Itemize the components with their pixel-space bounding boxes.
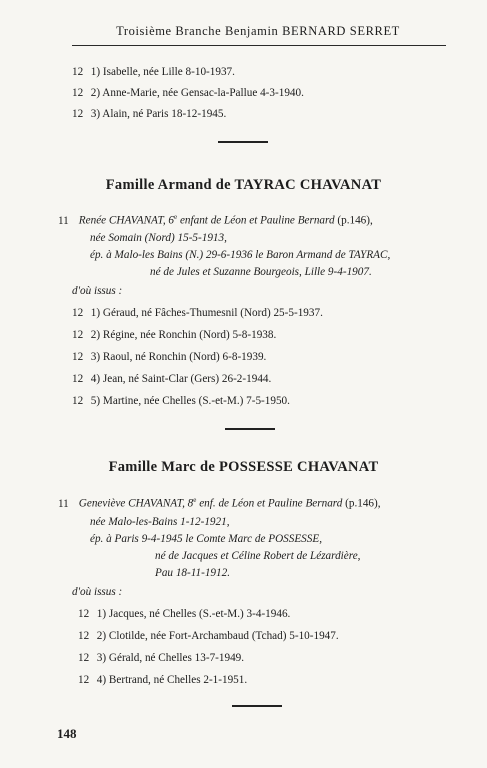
child-entry: 3) Raoul, né Ronchin (Nord) 6-8-1939. — [90, 351, 267, 363]
child-entry: 3) Gérald, né Chelles 13-7-1949. — [96, 652, 245, 664]
child-entry: 2) Régine, née Ronchin (Nord) 5-8-1938. — [90, 329, 277, 341]
list-item — [72, 108, 226, 120]
generation-number: 12 — [78, 652, 90, 664]
section-separator — [232, 705, 282, 707]
section-title: Famille Armand de TAYRAC CHAVANAT — [105, 177, 382, 193]
generation-number: 12 — [72, 307, 84, 319]
running-header: Troisième Branche Benjamin BERNARD SERRET — [116, 24, 400, 38]
list-item — [72, 66, 235, 78]
section-title: Famille Marc de POSSESSE CHAVANAT — [108, 459, 379, 475]
ordinal-suffix: e — [193, 496, 197, 504]
detail-line: né de Jules et Suzanne Bourgeois, Lille 9-4-1907. — [150, 266, 372, 278]
detail-line: Pau 18-11-1912. — [155, 567, 230, 579]
child-entry: 2) Anne-Marie, née Gensac-la-Pallue 4-3-1940. — [90, 87, 304, 99]
list-item — [78, 652, 244, 664]
generation-number: 12 — [72, 395, 84, 407]
generation-number: 12 — [72, 87, 84, 99]
section-separator — [218, 141, 268, 143]
header-rule — [72, 45, 446, 46]
parents-note: enfant de Léon et Pauline Bernard — [177, 214, 335, 227]
issue-label: d'où issus : — [72, 586, 123, 598]
page-reference: (p.146), — [334, 214, 373, 227]
list-item — [72, 351, 266, 363]
issue-label: d'où issus : — [72, 285, 123, 297]
child-entry: 4) Jean, né Saint-Clar (Gers) 26-2-1944. — [90, 373, 272, 385]
child-entry: 1) Géraud, né Fâches-Thumesnil (Nord) 25-5-1937. — [90, 307, 323, 319]
list-item — [78, 674, 247, 686]
child-entry: 5) Martine, née Chelles (S.-et-M.) 7-5-1950. — [90, 395, 290, 407]
list-item — [72, 373, 271, 385]
generation-number: 12 — [72, 108, 84, 120]
generation-number: 11 — [58, 497, 69, 510]
child-entry: 2) Clotilde, née Fort-Archambaud (Tchad) 5-10-1947. — [96, 630, 339, 642]
detail-line: née Malo-les-Bains 1-12-1921, — [90, 516, 230, 528]
list-item — [72, 395, 290, 407]
generation-number: 12 — [72, 66, 84, 78]
ordinal-suffix: e — [174, 213, 178, 221]
generation-number: 12 — [72, 351, 84, 363]
page-reference: (p.146), — [342, 497, 381, 510]
list-item — [72, 87, 304, 99]
generation-number: 12 — [78, 608, 90, 620]
generation-number: 12 — [72, 329, 84, 341]
child-entry: 1) Isabelle, née Lille 8-10-1937. — [90, 66, 235, 78]
child-entry: 1) Jacques, né Chelles (S.-et-M.) 3-4-1946. — [96, 608, 291, 620]
child-entry: 3) Alain, né Paris 18-12-1945. — [90, 108, 227, 120]
detail-line: ép. à Malo-les Bains (N.) 29-6-1936 le Baron Armand de TAYRAC, — [90, 249, 391, 261]
generation-number: 11 — [58, 214, 69, 227]
family-intro — [58, 496, 381, 510]
detail-line: né de Jacques et Céline Robert de Lézardière, — [155, 550, 361, 562]
list-item — [72, 329, 276, 341]
detail-line: née Somain (Nord) 15-5-1913, — [90, 232, 227, 244]
section-separator — [225, 428, 275, 430]
generation-number: 12 — [72, 373, 84, 385]
family-intro — [58, 213, 373, 227]
person-name: Renée CHAVANAT, 6 — [78, 214, 175, 227]
person-name: Geneviève CHAVANAT, 8 — [78, 497, 194, 510]
generation-number: 12 — [78, 630, 90, 642]
generation-number: 12 — [78, 674, 90, 686]
child-entry: 4) Bertrand, né Chelles 2-1-1951. — [96, 674, 248, 686]
parents-note: enf. de Léon et Pauline Bernard — [196, 497, 343, 510]
list-item — [72, 307, 323, 319]
detail-line: ép. à Paris 9-4-1945 le Comte Marc de POSSESSE, — [90, 533, 322, 545]
list-item — [78, 630, 339, 642]
page-number: 148 — [57, 726, 77, 741]
list-item — [78, 608, 290, 620]
